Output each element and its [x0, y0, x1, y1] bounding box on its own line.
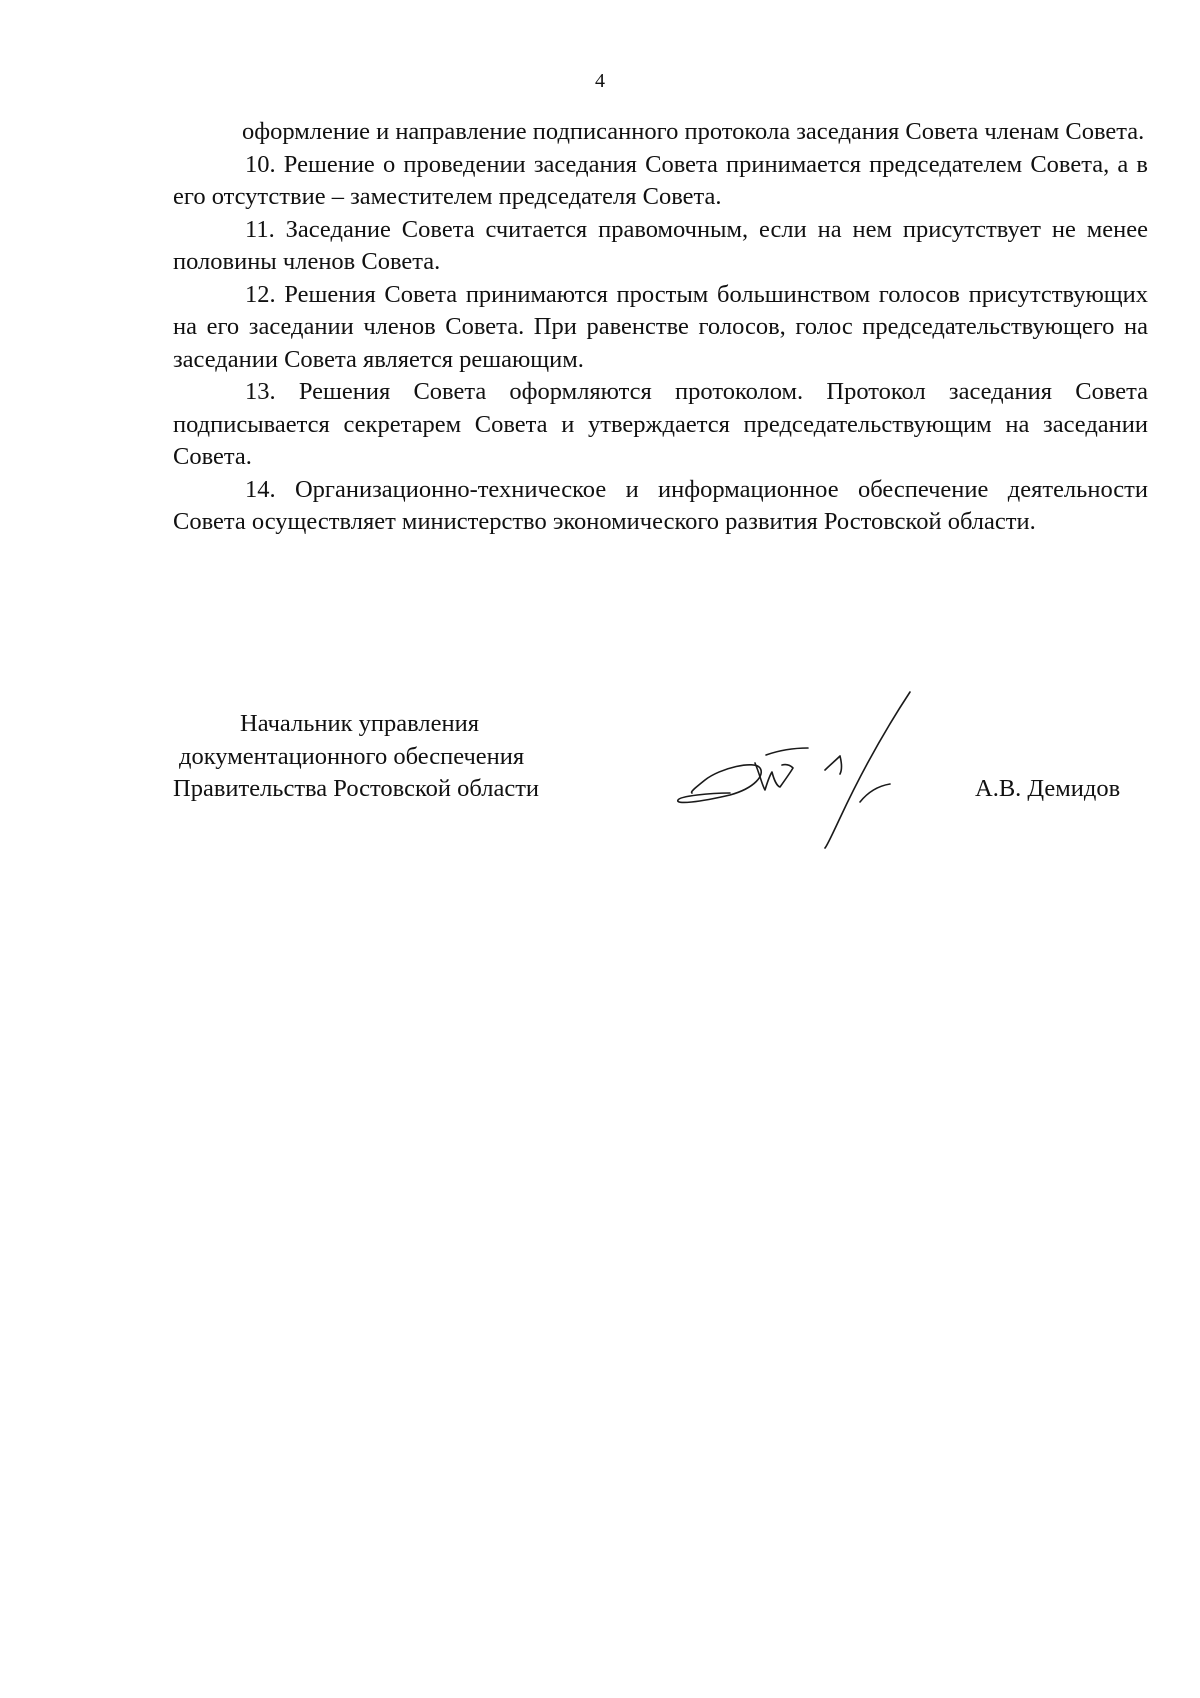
signatory-position-line: документационного обеспечения: [179, 742, 525, 770]
handwritten-signature: [670, 680, 970, 850]
signatory-position-line: Начальник управления: [240, 710, 479, 737]
paragraph-11: 11. Заседание Совета считается правомочным, если на нем присутствует не менее половины членов Совета.: [173, 215, 1148, 275]
paragraph-continuation: оформление и направление подписанного протокола заседания Совета членам Совета.: [242, 118, 1145, 145]
signatory-position-line: Правительства Ростовской области: [173, 775, 540, 802]
signatory-position: [173, 708, 613, 806]
signatory-name: А.В. Демидов: [975, 775, 1121, 802]
paragraph-14: 14. Организационно-техническое и информационное обеспечение деятельности Совета осуществляет министерство экономического развития Ростовской области.: [173, 475, 1148, 535]
document-body: [173, 116, 1148, 539]
paragraph-13: 13. Решения Совета оформляются протоколом. Протокол заседания Совета подписывается секретарем Совета и утверждается председательствующим на заседании Совета.: [173, 378, 1148, 470]
page-number: 4: [595, 70, 605, 92]
paragraph-10: 10. Решение о проведении заседания Совета принимается председателем Совета, а в его отсутствие – заместителем председателя Совета.: [173, 150, 1148, 210]
paragraph-12: 12. Решения Совета принимаются простым большинством голосов присутствующих на его заседании членов Совета. При равенстве голосов, голос председательствующего на заседании Совета является решающим.: [173, 280, 1148, 373]
